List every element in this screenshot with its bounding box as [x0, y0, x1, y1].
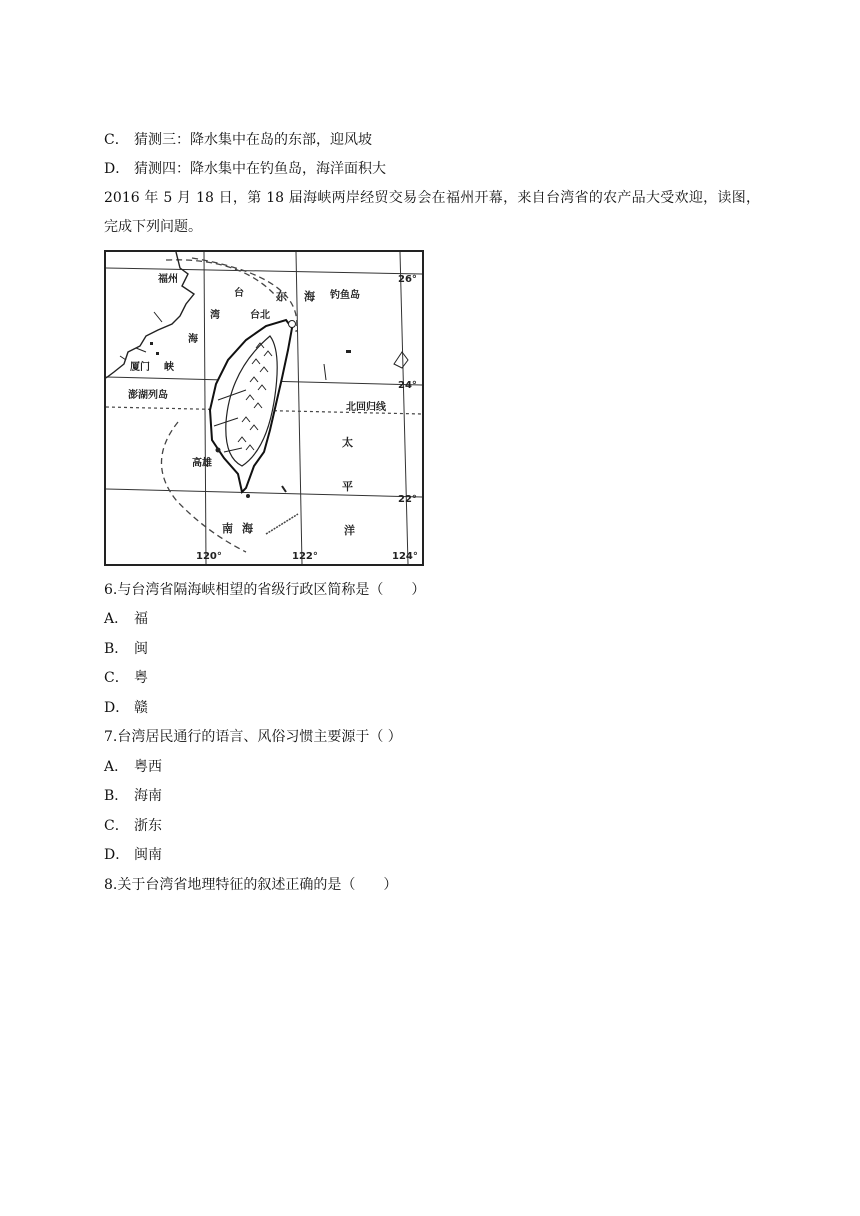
- option-label: B．: [104, 788, 129, 804]
- lon-label-120: 120°: [196, 551, 222, 562]
- q6-option-d: [104, 698, 148, 718]
- question-7-stem: 7.台湾居民通行的语言、风俗习惯主要源于（ ）: [104, 729, 402, 745]
- mainland-coast: [106, 252, 194, 378]
- q7-option-a: [104, 757, 162, 777]
- question-8-stem: 8.关于台湾省地理特征的叙述正确的是（ ）: [104, 877, 398, 893]
- label-kaohsiung: 高雄: [192, 458, 212, 469]
- option-text: 粤: [134, 670, 148, 686]
- option-text: 闽南: [134, 847, 162, 863]
- option-text: 闽: [134, 641, 148, 657]
- q7-option-d: [104, 845, 162, 865]
- question-6-stem: 6.与台湾省隔海峡相望的省级行政区简称是（ ）: [104, 582, 426, 598]
- islet-line: [324, 364, 326, 380]
- option-text: 福: [134, 611, 148, 627]
- meridian-122: [296, 252, 302, 564]
- taiwan-island: [210, 320, 292, 492]
- label-yang: 洋: [344, 524, 355, 537]
- label-ping: 平: [342, 480, 353, 493]
- kaohsiung-dot: [216, 448, 221, 453]
- option-text: 粤西: [134, 759, 162, 775]
- option-text: 赣: [134, 700, 148, 716]
- lon-label-124: 124°: [392, 551, 418, 562]
- prev-option-c: [104, 130, 372, 150]
- option-label: A．: [104, 759, 129, 775]
- q7-option-b: [104, 786, 162, 806]
- label-xia-strait: 峡: [164, 362, 174, 373]
- option-text: 浙东: [134, 818, 162, 834]
- q7-option-c: [104, 816, 162, 836]
- option-text: 猜测三：降水集中在岛的东部，迎风坡: [134, 132, 372, 148]
- penghu-dots: [150, 342, 159, 355]
- lon-label-122: 122°: [292, 551, 318, 562]
- map-svg: [106, 252, 422, 564]
- lat-label-24: 24°: [398, 380, 417, 391]
- q6-option-a: [104, 609, 148, 629]
- option-text: 海南: [134, 788, 162, 804]
- islet: [346, 350, 351, 353]
- prev-option-d: [104, 159, 386, 179]
- lat-label-26: 26°: [398, 274, 417, 285]
- option-label: C．: [104, 818, 129, 834]
- label-xiamen: 厦门: [130, 362, 150, 373]
- q6-option-b: [104, 639, 148, 659]
- label-tropic: 北回归线: [346, 402, 386, 413]
- south-dot: [246, 494, 250, 498]
- option-label: D．: [104, 161, 130, 177]
- label-tai-strait: 台: [234, 288, 244, 299]
- label-diaoyu: 钓鱼岛: [330, 290, 360, 301]
- label-fuzhou: 福州: [158, 274, 178, 285]
- label-taibei: 台北: [250, 310, 270, 321]
- option-label: B．: [104, 641, 129, 657]
- taibei-dot: [289, 321, 296, 328]
- east-island: [394, 352, 408, 368]
- label-wan-strait: 湾: [210, 310, 220, 321]
- option-label: C．: [104, 132, 129, 148]
- label-hai-east: 海: [304, 290, 315, 303]
- label-hai-strait: 海: [188, 334, 198, 345]
- parallel-22: [106, 489, 422, 497]
- lat-label-22: 22°: [398, 494, 417, 505]
- q6-option-c: [104, 668, 148, 688]
- label-dong: 东: [276, 290, 287, 303]
- south-islets: [266, 514, 298, 534]
- option-label: C．: [104, 670, 129, 686]
- meridian-120: [204, 252, 206, 564]
- label-penghu: 澎湖列岛: [128, 390, 168, 401]
- option-text: 猜测四：降水集中在钓鱼岛，海洋面积大: [134, 161, 386, 177]
- label-nan: 南: [222, 522, 233, 535]
- label-hai-south: 海: [242, 522, 253, 535]
- meridian-124: [400, 252, 408, 564]
- option-label: A．: [104, 611, 129, 627]
- option-label: D．: [104, 847, 130, 863]
- coast-details: [120, 312, 162, 360]
- intro-paragraph: 2016 年 5 月 18 日，第 18 届海峡两岸经贸交易会在福州开幕，来自台湾省的农产品大受欢迎，读图，完成下列问题。: [104, 190, 760, 235]
- label-tai: 太: [342, 436, 353, 449]
- parallel-26: [106, 268, 422, 274]
- south-islet-2: [282, 486, 286, 492]
- option-label: D．: [104, 700, 130, 716]
- taiwan-map: [104, 250, 424, 566]
